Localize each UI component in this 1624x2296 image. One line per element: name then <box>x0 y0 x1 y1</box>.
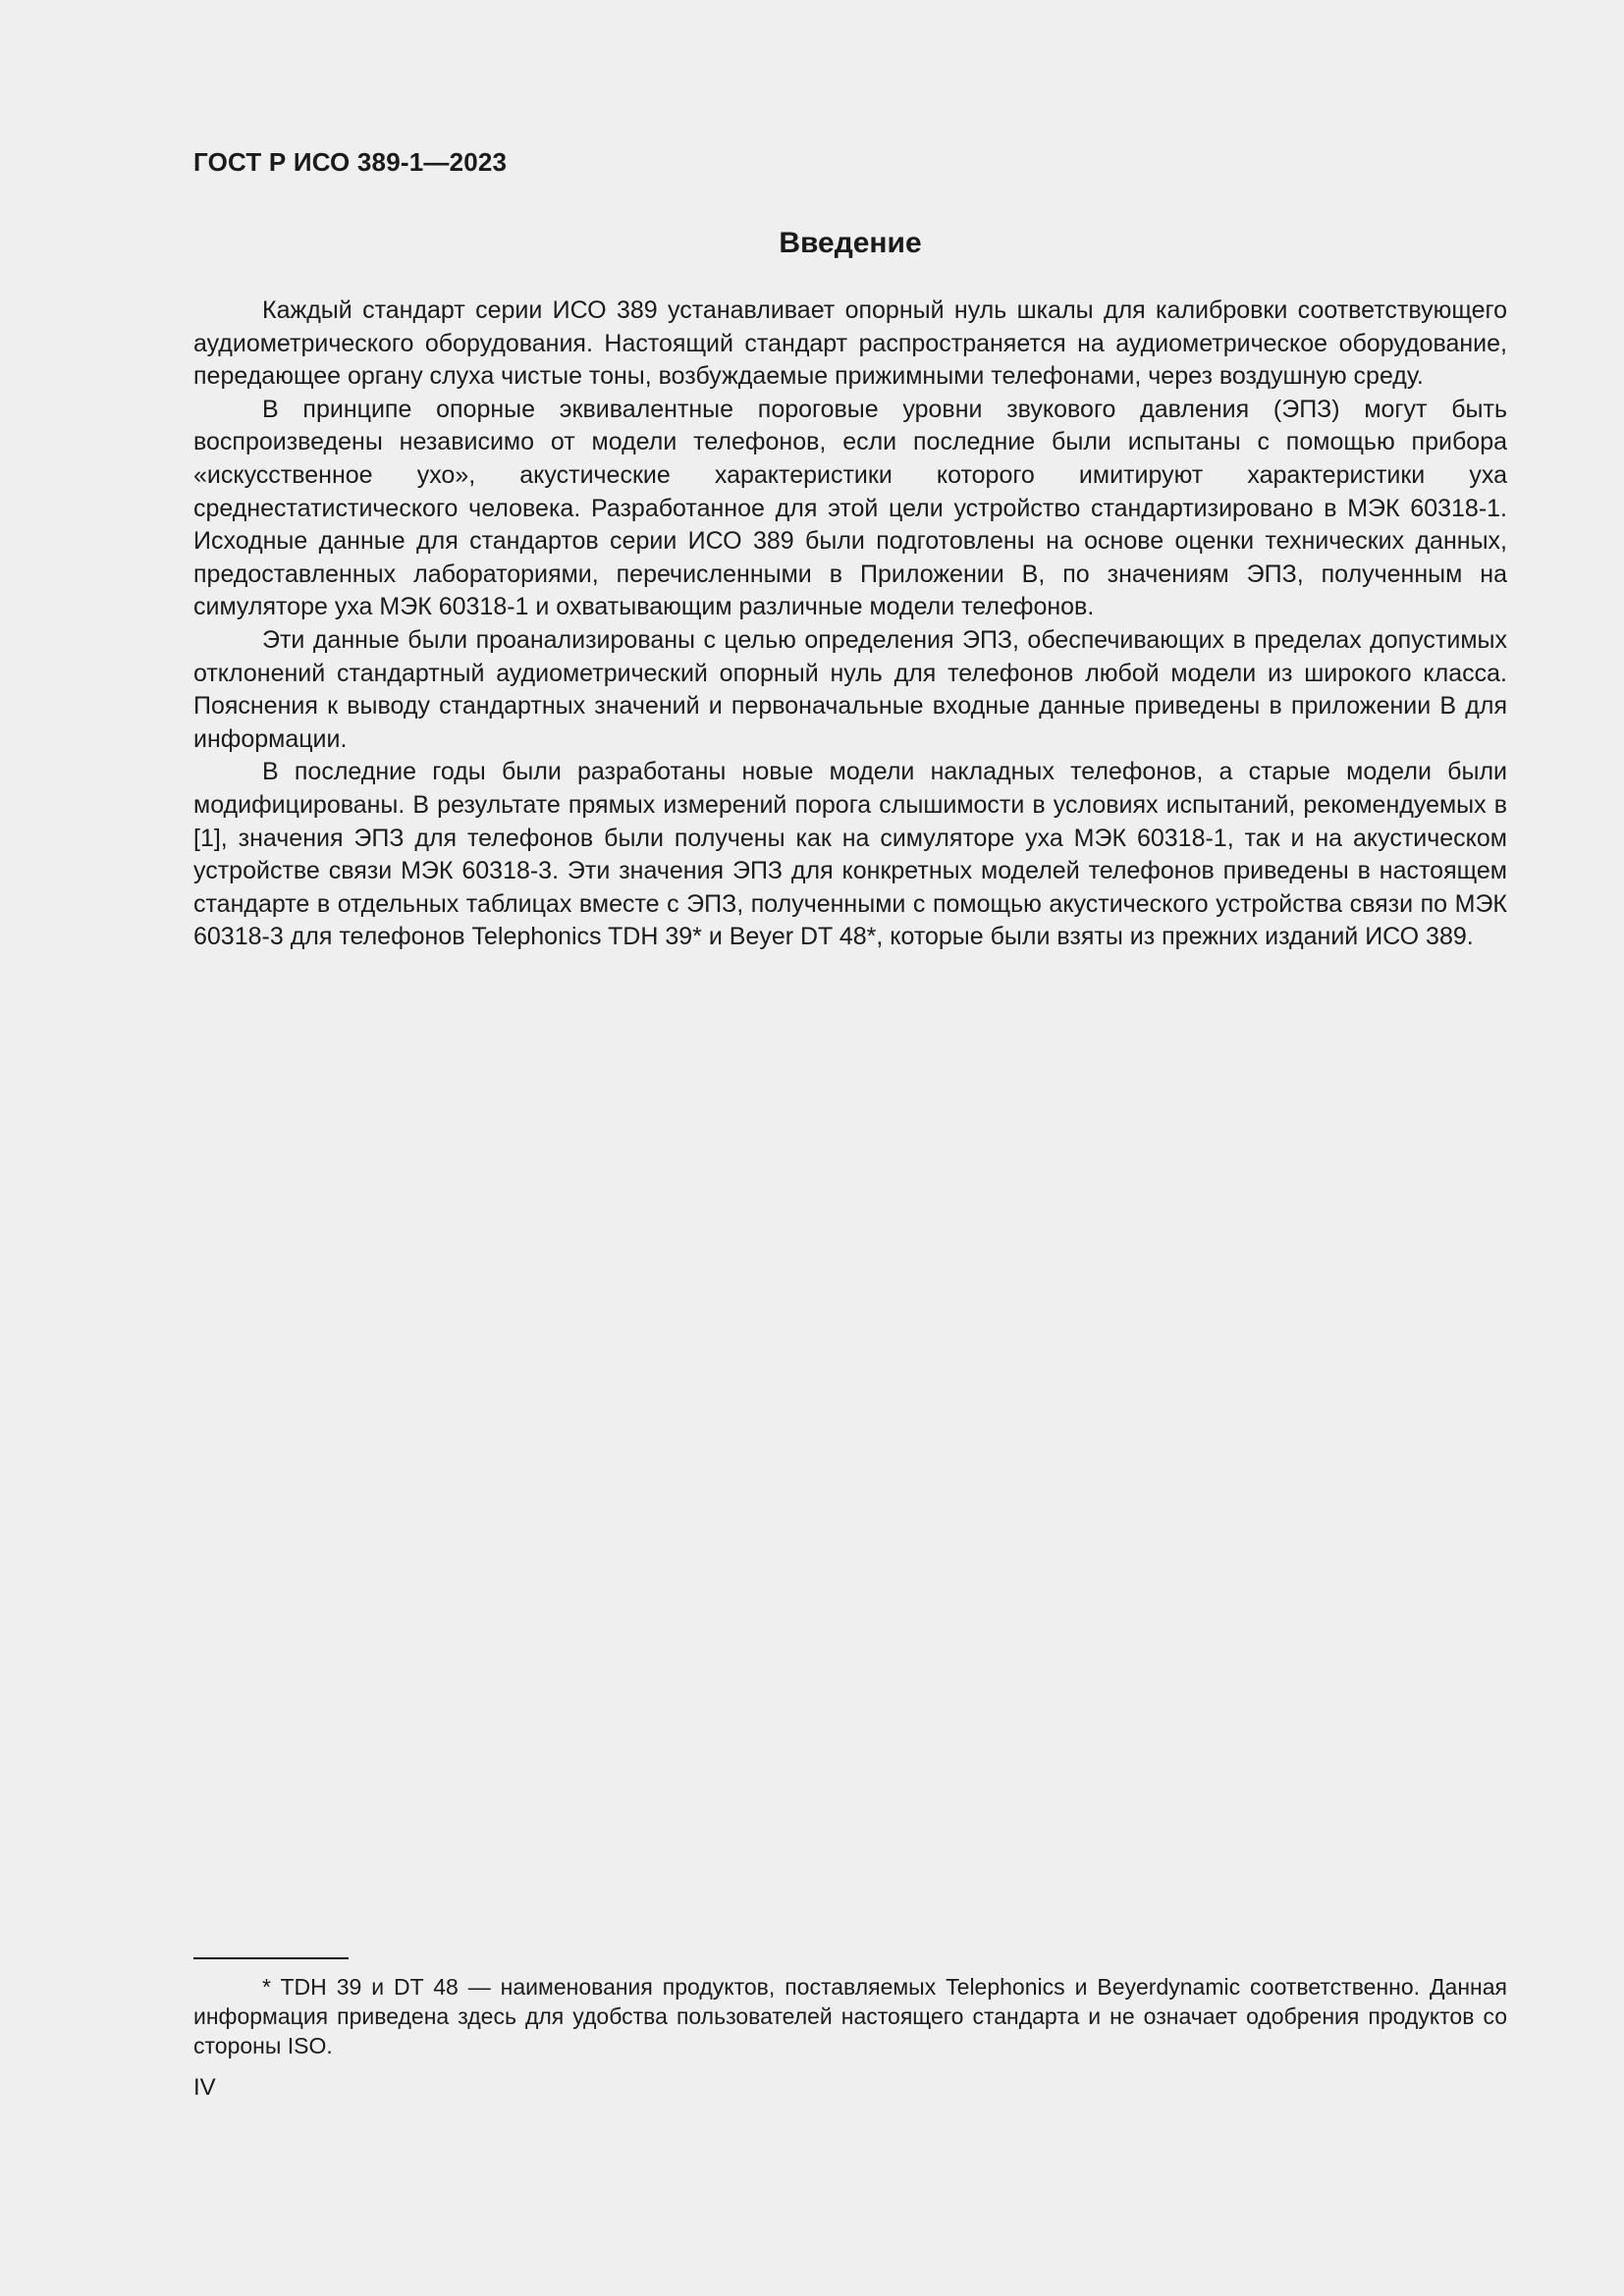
paragraph-3: Эти данные были проанализированы с целью определения ЭПЗ, обеспечивающих в пределах допустимых отклонений стандартный аудиометрический опорный нуль для телефонов любой модели из широкого класса. Пояснения к выводу стандартных значений и первоначальные входные данные приведены в приложении В для информации. <box>193 625 1507 753</box>
paragraph-4: В последние годы были разработаны новые модели накладных телефонов, а старые модели были модифицированы. В результате прямых измерений порога слышимости в условиях испытаний, рекомендуемых в [1], значения ЭПЗ для телефонов были получены как на симуляторе уха МЭК 60318-1, так и на акустическом устройстве связи МЭК 60318-3. Эти значения ЭПЗ для конкретных моделей телефонов приведены в настоящем стандарте в отдельных таблицах вместе с ЭПЗ, полученными с помощью акустического устройства связи по МЭК 60318-3 для телефонов Telephonics TDH 39* и Beyer DT 48*, которые были взяты из прежних изданий ИСО 389. <box>193 758 1507 951</box>
page-number: IV <box>193 2074 216 2101</box>
document-code-header: ГОСТ Р ИСО 389-1—2023 <box>193 147 508 177</box>
footnote-separator <box>193 1957 349 1959</box>
main-content <box>193 222 1507 954</box>
paragraph-2: В принципе опорные эквивалентные пороговые уровни звукового давления (ЭПЗ) могут быть воспроизведены независимо от модели телефонов, если последние были испытаны с помощью прибора «искусственное ухо», акустические характеристики которого имитируют характеристики уха среднестатистического человека. Разработанное для этой цели устройство стандартизировано в МЭК 60318-1. Исходные данные для стандартов серии ИСО 389 были подготовлены на основе оценки технических данных, предоставленных лабораториями, перечисленными в Приложении В, по значениям ЭПЗ, полученным на симуляторе уха МЭК 60318-1 и охватывающим различные модели телефонов. <box>193 395 1507 621</box>
footnote-block <box>193 1957 1507 2060</box>
paragraph-1: Каждый стандарт серии ИСО 389 устанавливает опорный нуль шкалы для калибровки соответствующего аудиометрического оборудования. Настоящий стандарт распространяется на аудиометрическое оборудование, передающее органу слуха чистые тоны, возбуждаемые прижимными телефонами, через воздушную среду. <box>193 296 1507 391</box>
section-title: Введение <box>779 227 922 259</box>
footnote-text: * TDH 39 и DT 48 — наименования продуктов, поставляемых Telephonics и Beyerdynamic соответственно. Данная информация приведена здесь для удобства пользователей настоящего стандарта и не означает одобрения продуктов со стороны ISO. <box>193 1974 1507 2058</box>
